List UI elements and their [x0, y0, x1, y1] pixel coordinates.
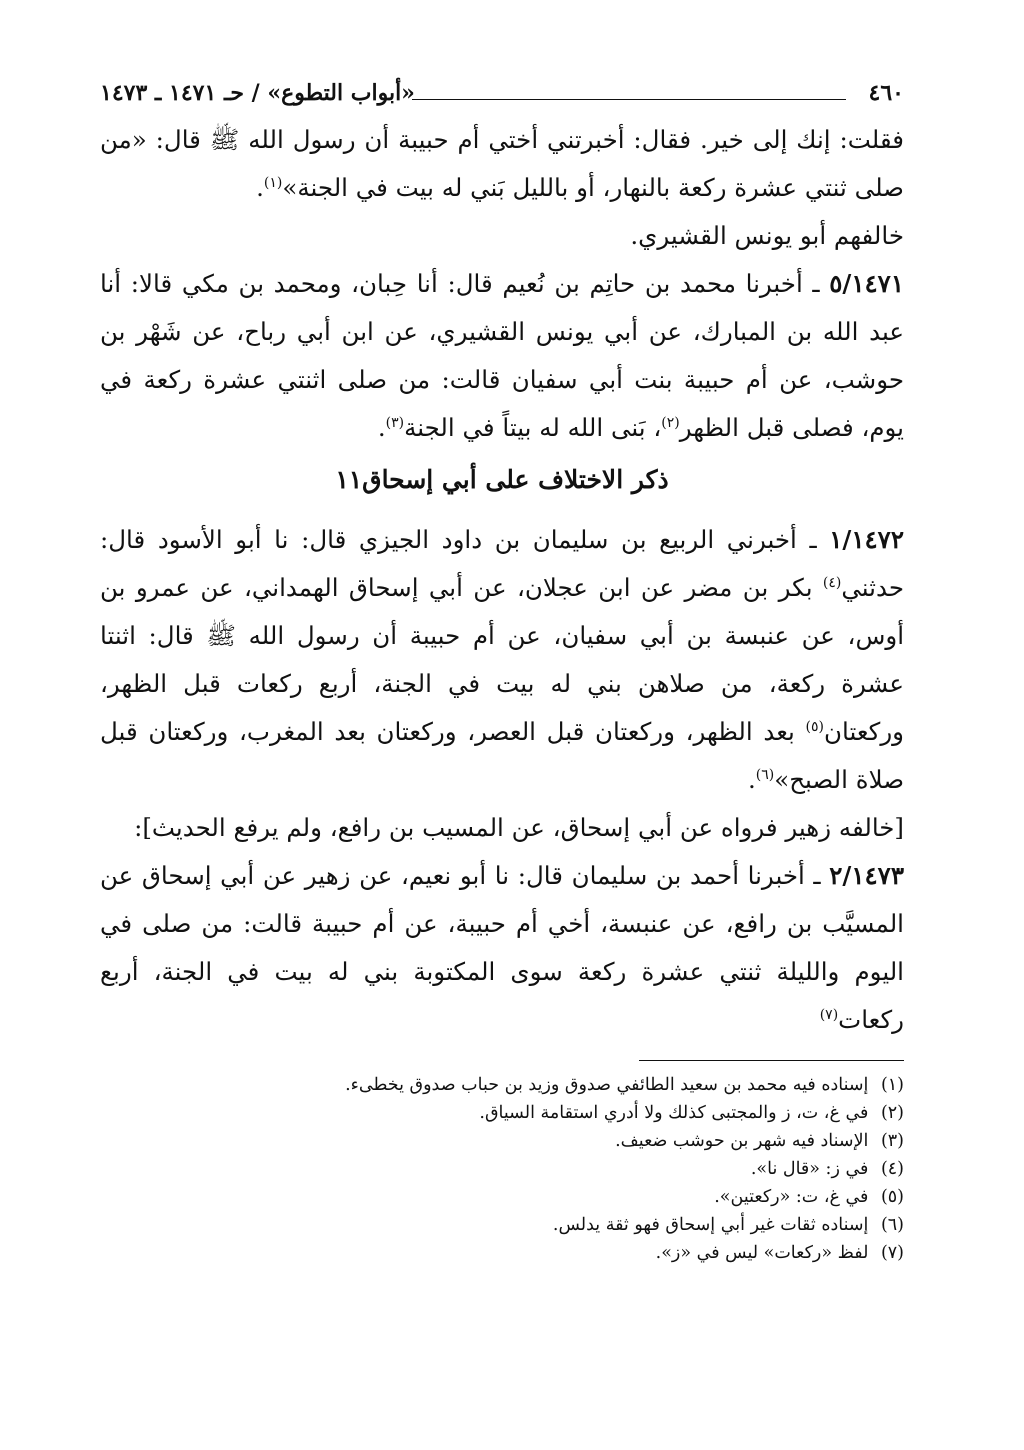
hadith-number: ٥/١٤٧١ — [829, 269, 904, 298]
footnote-text: إسناده ثقات غير أبي إسحاق فهو ثقة يدلس. — [552, 1215, 869, 1235]
footnote-text: لفظ «ركعات» ليس في «ز». — [655, 1243, 869, 1263]
footnote-ref[interactable]: (٥) — [805, 718, 824, 735]
footnote-item — [100, 1127, 904, 1155]
footnote-separator — [639, 1060, 904, 1061]
bracket-note: [خالفه زهير فرواه عن أبي إسحاق، عن المسيب بن رافع، ولم يرفع الحديث]: — [134, 813, 904, 842]
footnote-ref[interactable]: (١) — [263, 174, 283, 191]
page-header — [100, 80, 904, 116]
footnote-number: (٣) — [880, 1131, 904, 1151]
footnote-ref[interactable]: (٦) — [755, 766, 775, 783]
hadith-number: ٢/١٤٧٣ — [829, 861, 904, 890]
footnote-number: (٢) — [880, 1103, 904, 1123]
footnote-item — [100, 1183, 904, 1211]
footnote-item — [100, 1239, 904, 1267]
hadith-1473: ٢/١٤٧٣ ـ أخبرنا أحمد بن سليمان قال: نا أبو نعيم، عن زهير عن أبي إسحاق عن المسيَّب بن رافع، عن عنبسة، أخي أم حبيبة، عن أم حبيبة قالت: من صلى في اليوم والليلة ثنتي عشرة ركعة سوى المكتوبة بني له بيت في الجنة، أربع ركعات$^{(٧)}$ — [100, 861, 904, 1034]
footnote-number: (٤) — [880, 1159, 904, 1179]
footnote-text: إسناده فيه محمد بن سعيد الطائفي صدوق وزيد بن حباب صدوق يخطىء. — [345, 1075, 869, 1095]
footnote-ref[interactable]: (٤) — [822, 574, 842, 591]
section-heading: ذكر الاختلاف على أبي إسحاق١١ — [335, 465, 669, 494]
footnote-item — [100, 1099, 904, 1127]
footnote-item — [100, 1071, 904, 1099]
running-title: «أبواب التطوع» / حـ ١٤٧١ ـ ١٤٧٣ — [100, 80, 415, 106]
footnote-text: في غ، ت: «ركعتين». — [714, 1187, 869, 1207]
hadith-1472: ١/١٤٧٢ ـ أخبرني الربيع بن سليمان بن داود الجيزي قال: نا أبو الأسود قال: حدثني$^{(٤)}$ بكر بن مضر عن ابن عجلان، عن أبي إسحاق الهمداني، عن عمرو بن أوس، عن عنبسة بن أبي سفيان، عن أم حبيبة أن رسول الله ﷺ قال: اثنتا عشرة ركعة، من صلاهن بني له بيت في الجنة، أربع ركعات قبل الظهر، وركعتان$^{(٥)}$ بعد الظهر، وركعتان قبل العصر، وركعتان بعد المغرب، وركعتان قبل صلاة الصبح»$^{(٦)}$. — [100, 525, 904, 794]
footnote-text: في ز: «قال نا». — [750, 1159, 869, 1179]
footnote-text: في غ، ت، ز والمجتبى كذلك ولا أدري استقامة السياق. — [479, 1103, 869, 1123]
footnotes — [100, 1071, 904, 1267]
paragraph-text: فقلت: إنك إلى خير. فقال: أخبرتني أختي أم حبيبة أن رسول الله ﷺ قال: «من صلى ثنتي عشرة ركعة بالنهار، أو بالليل بَني له بيت في الجنة» — [100, 125, 904, 202]
footnote-text: الإسناد فيه شهر بن حوشب ضعيف. — [615, 1131, 869, 1151]
footnote-ref[interactable]: (٢) — [661, 414, 680, 431]
paragraph-2: خالفهم أبو يونس القشيري. — [630, 221, 904, 250]
footnote-ref[interactable]: (٣) — [385, 414, 405, 431]
footnote-number: (٧) — [880, 1243, 904, 1263]
paragraph-1: فقلت: إنك إلى خير. فقال: أخبرتني أختي أم حبيبة أن رسول الله ﷺ قال: «من صلى ثنتي عشرة ركعة بالنهار، أو بالليل بَني له بيت في الجنة»$^{(١)}$. — [100, 125, 904, 202]
hadith-number: ١/١٤٧٢ — [829, 525, 904, 554]
footnote-number: (٦) — [880, 1215, 904, 1235]
footnote-ref[interactable]: (٧) — [819, 1006, 839, 1023]
main-text — [100, 116, 904, 1044]
header-rule — [412, 99, 846, 100]
footnote-number: (٥) — [880, 1187, 904, 1207]
page-number: ٤٦٠ — [868, 80, 904, 106]
footnote-item — [100, 1211, 904, 1239]
footnote-number: (١) — [880, 1075, 904, 1095]
hadith-1471: ٥/١٤٧١ ـ أخبرنا محمد بن حاتِم بن نُعيم قال: أنا حِبان، ومحمد بن مكي قالا: أنا عبد الله بن المبارك، عن أبي يونس القشيري، عن ابن أبي رباح، عن شَهْر بن حوشب، عن أم حبيبة بنت أبي سفيان قالت: من صلى اثنتي عشرة ركعة في يوم، فصلى قبل الظهر$^{(٢)}$، بَنى الله له بيتاً في الجنة$^{(٣)}$. — [100, 269, 904, 442]
footnote-item — [100, 1155, 904, 1183]
book-page — [100, 80, 904, 1267]
